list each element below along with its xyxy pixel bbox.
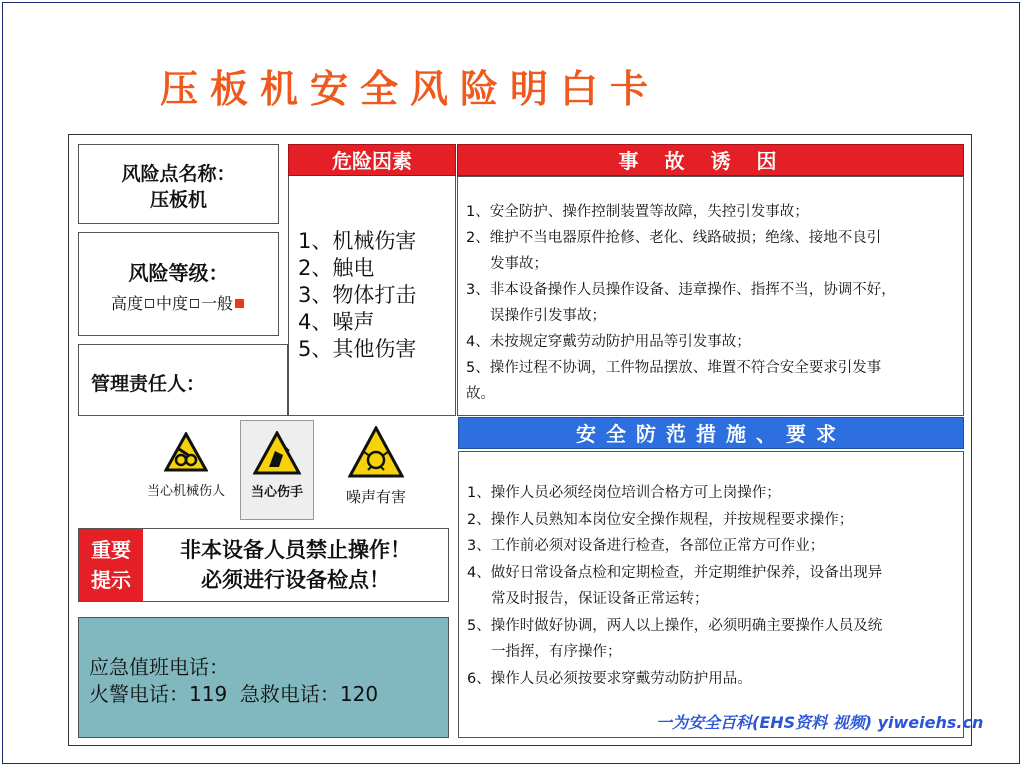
sign-caption: 当心机械伤人: [146, 484, 225, 499]
cause-line: 1、安全防护、操作控制装置等故障，失控引发事故；: [466, 204, 809, 220]
cause-list: [457, 176, 964, 416]
emergency-line: 应急值班电话：: [89, 655, 229, 679]
notice-tag-line: 重要: [91, 538, 131, 562]
cause-heading: 事故诱因: [457, 144, 964, 176]
emergency-line: 火警电话：119 急救电话：120: [89, 682, 379, 706]
risk-level-general: 一般: [201, 294, 234, 313]
hazard-heading: 危险因素: [288, 144, 456, 176]
watermark: 一为安全百科(EHS资料 视频) yiweiehs.cn: [656, 713, 984, 732]
page-title: 压板机安全风险明白卡: [160, 67, 661, 111]
measure-line: 6、操作人员必须按要求穿戴劳动防护用品。: [467, 670, 752, 687]
measure-line: 常及时报告，保证设备正常运转；: [491, 591, 709, 607]
measure-line: 2、操作人员熟知本岗位安全操作规程，并按规程要求操作；: [467, 511, 854, 528]
notice-tag-line: 提示: [91, 568, 131, 592]
risk-level-options: [79, 291, 278, 314]
measure-line: 5、操作时做好协调，两人以上操作，必须明确主要操作人员及统: [467, 617, 883, 634]
risk-level-medium-checkbox: [190, 299, 199, 308]
measure-line: 一指挥，有序操作；: [491, 644, 622, 660]
hazard-item: 5、其他伤害: [298, 337, 417, 361]
measures-list: [458, 451, 964, 738]
hazard-item: 2、触电: [298, 256, 375, 280]
sign-hand-injury: [240, 420, 314, 520]
sign-caption: 噪声有害: [345, 488, 406, 506]
notice-line: 非本设备人员禁止操作！: [180, 538, 411, 562]
risk-level-high: 高度: [110, 294, 143, 313]
caution-machinery-icon: [164, 432, 208, 472]
cause-line: 4、未按规定穿戴劳动防护用品等引发事故；: [466, 334, 751, 350]
hazard-item: 3、物体打击: [298, 283, 417, 307]
notice-line: 必须进行设备检点！: [201, 568, 390, 592]
hazard-item: 4、噪声: [298, 310, 375, 334]
noise-hazard-icon: [348, 426, 404, 478]
cause-line: 2、维护不当电器原件抢修、老化、线路破损；绝缘、接地不良引: [466, 230, 882, 246]
cause-line: 误操作引发事故；: [490, 308, 606, 324]
risk-level-medium: 中度: [155, 294, 188, 313]
measure-line: 3、工作前必须对设备进行检查，各部位正常方可作业；: [467, 538, 825, 554]
manager-label: 管理责任人：: [91, 373, 206, 395]
cause-line: 故。: [466, 386, 495, 402]
measures-heading: 安全防范措施、要求: [458, 417, 964, 449]
manager-box: [78, 344, 288, 416]
caution-hand-injury-icon: [253, 431, 301, 475]
warning-signs: [140, 420, 440, 520]
cause-line: 5、操作过程不协调，工件物品摆放、堆置不符合安全要求引发事: [466, 360, 882, 376]
hazard-item: 1、机械伤害: [298, 229, 417, 253]
notice-tag: [79, 529, 143, 601]
hazard-list: [298, 228, 416, 363]
risk-level-high-checkbox: [145, 299, 154, 308]
risk-name-value: 压板机: [149, 189, 207, 211]
cause-line: 3、非本设备操作人员操作设备、违章操作、指挥不当，协调不好，: [466, 282, 896, 298]
sign-caption: 当心伤手: [250, 485, 303, 500]
sign-noise: [336, 426, 416, 507]
notice-text: [143, 529, 448, 601]
important-notice: [78, 528, 449, 602]
risk-level-box: [78, 232, 279, 336]
sign-machinery: [140, 432, 232, 499]
risk-name-label: 风险点名称：: [121, 163, 236, 185]
risk-level-general-checkbox: [235, 299, 244, 308]
measure-line: 4、做好日常设备点检和定期检查，并定期维护保养，设备出现异: [467, 564, 883, 581]
risk-name-box: [78, 144, 279, 224]
measure-line: 1、操作人员必须经岗位培训合格方可上岗操作；: [467, 485, 781, 501]
emergency-contacts: [78, 617, 449, 738]
cause-line: 发事故；: [490, 256, 548, 272]
risk-level-label: 风险等级：: [128, 261, 229, 285]
